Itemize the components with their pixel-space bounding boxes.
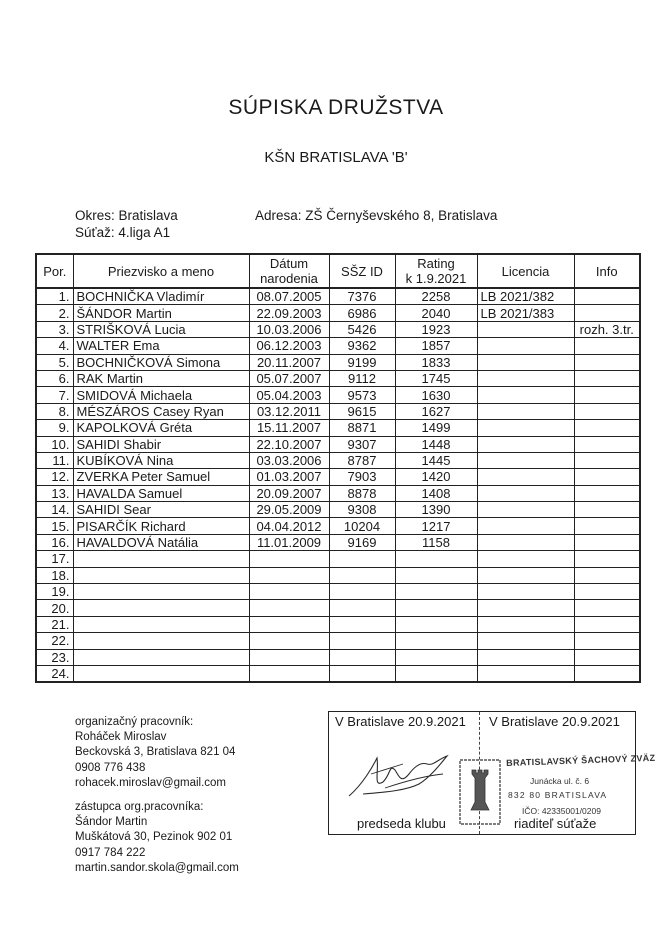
player-info xyxy=(574,616,640,632)
birth-date: 05.04.2003 xyxy=(249,387,329,403)
birth-date: 06.12.2003 xyxy=(249,338,329,354)
table-header-row xyxy=(36,254,640,288)
player-rating: 1745 xyxy=(395,370,477,386)
birth-date: 10.03.2006 xyxy=(249,321,329,337)
organizer-role: organizačný pracovník: xyxy=(75,716,194,728)
player-license xyxy=(477,469,574,485)
player-id: 5426 xyxy=(329,321,395,337)
player-license xyxy=(477,403,574,419)
player-license xyxy=(477,420,574,436)
table-row xyxy=(36,616,640,632)
table-row xyxy=(36,485,640,501)
birth-date xyxy=(249,600,329,616)
row-number: 23. xyxy=(36,649,73,665)
table-row xyxy=(36,387,640,403)
row-number: 14. xyxy=(36,502,73,518)
player-info xyxy=(574,485,640,501)
table-row xyxy=(36,321,640,337)
birth-date: 15.11.2007 xyxy=(249,420,329,436)
player-info xyxy=(574,452,640,468)
table-row xyxy=(36,534,640,550)
table-row xyxy=(36,370,640,386)
right-place-date: V Bratislave 20.9.2021 xyxy=(489,714,620,729)
player-rating xyxy=(395,551,477,567)
col-header-id: SŠZ ID xyxy=(329,254,395,288)
player-info xyxy=(574,551,640,567)
col-header-name: Priezvisko a meno xyxy=(73,254,249,288)
birth-date: 05.07.2007 xyxy=(249,370,329,386)
player-name xyxy=(73,567,249,583)
birth-date: 03.12.2011 xyxy=(249,403,329,419)
col-header-dob xyxy=(249,254,329,288)
player-license xyxy=(477,567,574,583)
player-id: 8878 xyxy=(329,485,395,501)
row-number: 6. xyxy=(36,370,73,386)
player-id: 7376 xyxy=(329,288,395,305)
player-name: KUBÍKOVÁ Nina xyxy=(73,452,249,468)
player-rating xyxy=(395,600,477,616)
table-row xyxy=(36,551,640,567)
row-number: 22. xyxy=(36,633,73,649)
row-number: 8. xyxy=(36,403,73,419)
row-number: 10. xyxy=(36,436,73,452)
player-id: 9199 xyxy=(329,354,395,370)
table-row xyxy=(36,633,640,649)
table-row xyxy=(36,665,640,682)
stamp-line4: IČO: 42335001/0209 xyxy=(522,806,601,816)
row-number: 9. xyxy=(36,420,73,436)
table-row xyxy=(36,305,640,321)
player-rating: 1217 xyxy=(395,518,477,534)
organizer-phone: 0908 776 438 xyxy=(75,761,146,774)
player-name xyxy=(73,616,249,632)
player-info: rozh. 3.tr. xyxy=(574,321,640,337)
table-row xyxy=(36,338,640,354)
player-name: BOCHNIČKOVÁ Simona xyxy=(73,354,249,370)
player-license xyxy=(477,551,574,567)
player-rating: 1158 xyxy=(395,534,477,550)
player-name: ZVERKA Peter Samuel xyxy=(73,469,249,485)
table-row xyxy=(36,403,640,419)
player-info xyxy=(574,420,640,436)
left-place-date: V Bratislave 20.9.2021 xyxy=(335,714,466,729)
player-license: LB 2021/383 xyxy=(477,305,574,321)
birth-date: 20.09.2007 xyxy=(249,485,329,501)
player-name: MÉSZÁROS Casey Ryan xyxy=(73,403,249,419)
player-license xyxy=(477,354,574,370)
player-name: STRIŠKOVÁ Lucia xyxy=(73,321,249,337)
table-row xyxy=(36,649,640,665)
table-row xyxy=(36,354,640,370)
table-row xyxy=(36,518,640,534)
player-rating: 1499 xyxy=(395,420,477,436)
row-number: 21. xyxy=(36,616,73,632)
deputy-name: Šándor Martin xyxy=(75,816,148,829)
player-name: SAHIDI Shabir xyxy=(73,436,249,452)
player-rating: 2040 xyxy=(395,305,477,321)
player-id: 9169 xyxy=(329,534,395,550)
player-id: 9362 xyxy=(329,338,395,354)
player-license xyxy=(477,502,574,518)
player-rating: 1833 xyxy=(395,354,477,370)
stamp-line1: BRATISLAVSKÝ ŠACHOVÝ ZVÄZ xyxy=(506,752,656,768)
player-license xyxy=(477,600,574,616)
birth-date xyxy=(249,616,329,632)
table-row xyxy=(36,469,640,485)
player-rating: 1627 xyxy=(395,403,477,419)
col-header-rating xyxy=(395,254,477,288)
row-number: 13. xyxy=(36,485,73,501)
chess-rook-emblem-icon xyxy=(458,758,502,826)
player-id: 9112 xyxy=(329,370,395,386)
organizer-block xyxy=(75,715,235,791)
player-name: SAHIDI Sear xyxy=(73,502,249,518)
birth-date: 22.09.2003 xyxy=(249,305,329,321)
stamp-line3: 832 80 BRATISLAVA xyxy=(508,790,608,800)
table-row xyxy=(36,288,640,305)
player-license xyxy=(477,649,574,665)
organizer-name: Roháček Miroslav xyxy=(75,731,167,744)
col-header-dob-line2: narodenia xyxy=(260,271,318,286)
player-info xyxy=(574,370,640,386)
organizer-email: rohacek.miroslav@gmail.com xyxy=(75,776,226,789)
player-id xyxy=(329,665,395,682)
player-rating xyxy=(395,616,477,632)
player-info xyxy=(574,305,640,321)
player-id: 9573 xyxy=(329,387,395,403)
birth-date: 03.03.2006 xyxy=(249,452,329,468)
player-name: SMIDOVÁ Michaela xyxy=(73,387,249,403)
team-name: KŠN BRATISLAVA 'B' xyxy=(264,149,408,166)
player-id xyxy=(329,616,395,632)
page-title: SÚPISKA DRUŽSTVA xyxy=(228,96,444,119)
player-info xyxy=(574,387,640,403)
birth-date xyxy=(249,633,329,649)
player-info xyxy=(574,584,640,600)
player-license xyxy=(477,518,574,534)
player-rating xyxy=(395,665,477,682)
player-license xyxy=(477,665,574,682)
organizer-address: Beckovská 3, Bratislava 821 04 xyxy=(75,746,236,759)
player-license xyxy=(477,485,574,501)
row-number: 19. xyxy=(36,584,73,600)
col-header-por: Por. xyxy=(36,254,73,288)
player-rating: 1408 xyxy=(395,485,477,501)
left-caption: predseda klubu xyxy=(357,816,446,831)
player-rating xyxy=(395,633,477,649)
player-name: KAPOLKOVÁ Gréta xyxy=(73,420,249,436)
col-header-rating-line1: Rating xyxy=(417,256,455,271)
player-info xyxy=(574,665,640,682)
birth-date xyxy=(249,551,329,567)
row-number: 18. xyxy=(36,567,73,583)
player-rating xyxy=(395,567,477,583)
player-id: 8787 xyxy=(329,452,395,468)
col-header-dob-line1: Dátum xyxy=(269,256,309,271)
player-license xyxy=(477,534,574,550)
player-rating: 1448 xyxy=(395,436,477,452)
birth-date: 04.04.2012 xyxy=(249,518,329,534)
player-rating: 1420 xyxy=(395,469,477,485)
roster-body xyxy=(36,288,640,682)
row-number: 11. xyxy=(36,452,73,468)
player-license xyxy=(477,321,574,337)
player-license xyxy=(477,452,574,468)
col-header-rating-line2: k 1.9.2021 xyxy=(405,271,467,286)
deputy-phone: 0917 784 222 xyxy=(75,846,146,859)
table-row xyxy=(36,567,640,583)
player-license: LB 2021/382 xyxy=(477,288,574,305)
deputy-address: Muškátová 30, Pezinok 902 01 xyxy=(75,831,233,844)
player-name: HAVALDOVÁ Natália xyxy=(73,534,249,550)
official-stamp xyxy=(458,752,656,832)
row-number: 1. xyxy=(36,288,73,305)
handwritten-signature xyxy=(343,744,463,804)
player-license xyxy=(477,436,574,452)
row-number: 16. xyxy=(36,534,73,550)
player-info xyxy=(574,403,640,419)
player-rating: 1630 xyxy=(395,387,477,403)
birth-date: 08.07.2005 xyxy=(249,288,329,305)
player-info xyxy=(574,469,640,485)
col-header-info: Info xyxy=(574,254,640,288)
deputy-role: zástupca org.pracovníka: xyxy=(75,801,204,813)
row-number: 20. xyxy=(36,600,73,616)
player-rating xyxy=(395,584,477,600)
player-id: 6986 xyxy=(329,305,395,321)
player-name xyxy=(73,665,249,682)
row-number: 2. xyxy=(36,305,73,321)
row-number: 7. xyxy=(36,387,73,403)
player-info xyxy=(574,600,640,616)
player-info xyxy=(574,649,640,665)
birth-date: 01.03.2007 xyxy=(249,469,329,485)
player-info xyxy=(574,288,640,305)
player-name: HAVALDA Samuel xyxy=(73,485,249,501)
right-caption: riaditeľ súťaže xyxy=(514,816,597,831)
player-info xyxy=(574,354,640,370)
table-row xyxy=(36,584,640,600)
table-row xyxy=(36,436,640,452)
district-label: Okres: Bratislava xyxy=(75,208,178,223)
player-info xyxy=(574,338,640,354)
table-row xyxy=(36,600,640,616)
player-id: 9615 xyxy=(329,403,395,419)
birth-date: 29.05.2009 xyxy=(249,502,329,518)
player-name xyxy=(73,600,249,616)
player-info xyxy=(574,436,640,452)
player-id: 7903 xyxy=(329,469,395,485)
player-license xyxy=(477,616,574,632)
player-rating xyxy=(395,649,477,665)
row-number: 15. xyxy=(36,518,73,534)
player-id xyxy=(329,584,395,600)
player-rating: 1857 xyxy=(395,338,477,354)
player-id: 10204 xyxy=(329,518,395,534)
row-number: 3. xyxy=(36,321,73,337)
player-info xyxy=(574,502,640,518)
player-id: 8871 xyxy=(329,420,395,436)
player-license xyxy=(477,584,574,600)
deputy-email: martin.sandor.skola@gmail.com xyxy=(75,861,239,874)
player-name: PISARČÍK Richard xyxy=(73,518,249,534)
birth-date xyxy=(249,649,329,665)
player-id xyxy=(329,551,395,567)
roster-table xyxy=(35,253,641,683)
player-name xyxy=(73,633,249,649)
player-id: 9307 xyxy=(329,436,395,452)
player-id xyxy=(329,633,395,649)
row-number: 4. xyxy=(36,338,73,354)
player-info xyxy=(574,534,640,550)
row-number: 17. xyxy=(36,551,73,567)
birth-date xyxy=(249,665,329,682)
player-info xyxy=(574,567,640,583)
stamp-line2: Junácka ul. č. 6 xyxy=(530,776,590,786)
player-rating: 2258 xyxy=(395,288,477,305)
player-name xyxy=(73,649,249,665)
player-license xyxy=(477,370,574,386)
player-info xyxy=(574,633,640,649)
player-name xyxy=(73,584,249,600)
player-name: WALTER Ema xyxy=(73,338,249,354)
player-name xyxy=(73,551,249,567)
table-row xyxy=(36,452,640,468)
player-name: RAK Martin xyxy=(73,370,249,386)
birth-date: 22.10.2007 xyxy=(249,436,329,452)
player-license xyxy=(477,338,574,354)
table-row xyxy=(36,502,640,518)
col-header-license: Licencia xyxy=(477,254,574,288)
player-rating: 1445 xyxy=(395,452,477,468)
player-id: 9308 xyxy=(329,502,395,518)
player-id xyxy=(329,600,395,616)
address-label: Adresa: ZŠ Černyševského 8, Bratislava xyxy=(255,208,498,223)
birth-date: 20.11.2007 xyxy=(249,354,329,370)
row-number: 5. xyxy=(36,354,73,370)
deputy-block xyxy=(75,800,239,876)
player-rating: 1923 xyxy=(395,321,477,337)
birth-date xyxy=(249,584,329,600)
competition-label: Súťaž: 4.liga A1 xyxy=(75,225,171,240)
player-id xyxy=(329,567,395,583)
birth-date xyxy=(249,567,329,583)
player-name: ŠÁNDOR Martin xyxy=(73,305,249,321)
player-name: BOCHNIČKA Vladimír xyxy=(73,288,249,305)
table-row xyxy=(36,420,640,436)
player-id xyxy=(329,649,395,665)
player-license xyxy=(477,633,574,649)
row-number: 12. xyxy=(36,469,73,485)
player-info xyxy=(574,518,640,534)
player-license xyxy=(477,387,574,403)
row-number: 24. xyxy=(36,665,73,682)
birth-date: 11.01.2009 xyxy=(249,534,329,550)
player-rating: 1390 xyxy=(395,502,477,518)
